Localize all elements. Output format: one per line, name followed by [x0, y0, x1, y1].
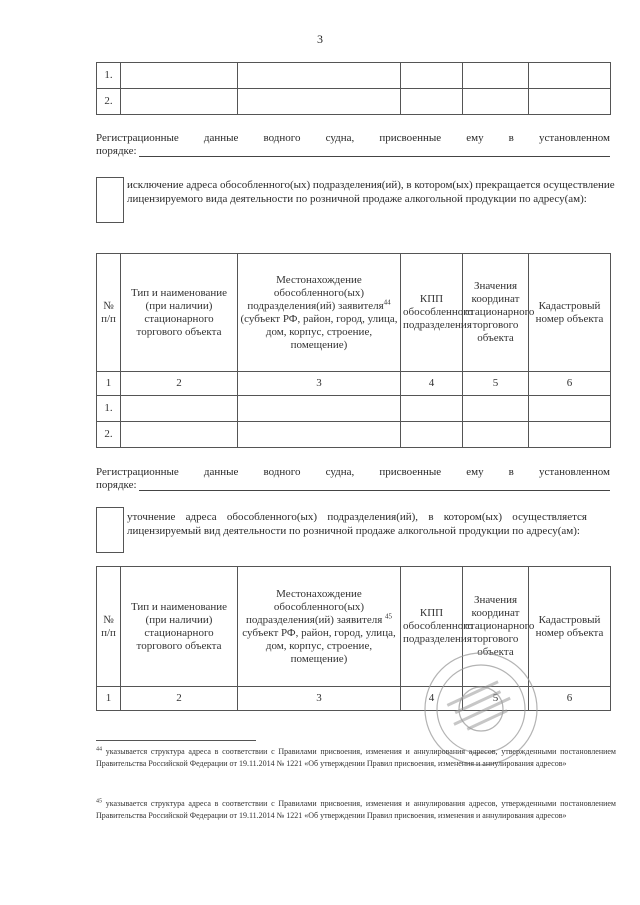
table-continuation: [96, 62, 611, 115]
header-coords: Значения координат стационарного торгового объекта: [463, 567, 529, 687]
table-row: [97, 422, 611, 448]
header-type: Тип и наименование (при наличии) стационарного торгового объекта: [121, 254, 238, 372]
clarification-text: уточнение адреса обособленного(ых) подразделения(ий), в котором(ых) осуществляется лицензируемый вид деятельности по розничной продаже алкогольной продукции по адресу(ам):: [127, 511, 587, 537]
row-number: 1.: [97, 63, 121, 89]
row-number: 2.: [97, 422, 121, 448]
registration-block-1: Регистрационные данные водного судна, присвоенные ему в установленном порядке:: [96, 132, 610, 157]
registration-block-2: Регистрационные данные водного судна, присвоенные ему в установленном порядке:: [96, 466, 610, 491]
header-type: Тип и наименование (при наличии) стационарного торгового объекта: [121, 567, 238, 687]
header-kpp: КПП обособленного подразделения: [401, 567, 463, 687]
header-coords: Значения координат стационарного торгового объекта: [463, 254, 529, 372]
footnote-44: $^{44}$ указывается структура адреса в соответствии с Правилами присвоения, изменения и аннулирования адресов, утвержденными постановлением Правительства Российской Федерации от 19.11.2014 № 1221 «Об утверждении Правил присвоения, изменения и аннулирования адресов»: [96, 746, 616, 768]
table-header-row: [97, 254, 611, 372]
header-cadastral: Кадастровый номер объекта: [529, 567, 611, 687]
exclusion-text: исключение адреса обособленного(ых) подразделения(ий), в котором(ых) прекращается осуществление лицензируемого вида деятельности по розничной продаже алкогольной продукции по адресу(ам):: [127, 179, 615, 205]
exclusion-checkbox[interactable]: [96, 177, 124, 223]
clarification-checkbox[interactable]: [96, 507, 124, 553]
table-exclusion: [96, 253, 611, 448]
footnote-45: $^{45}$ указывается структура адреса в соответствии с Правилами присвоения, изменения и аннулирования адресов, утвержденными постановлением Правительства Российской Федерации от 19.11.2014 № 1221 «Об утверждении Правил присвоения, изменения и аннулирования адресов»: [96, 798, 616, 820]
header-num: № п/п: [97, 567, 121, 687]
row-number: 2.: [97, 89, 121, 115]
header-location: Местонахождение обособленного(ых) подразделения(ий) заявителя $^{45}$ субъект РФ, район, город, улица, дом, корпус, строение, помещение): [238, 567, 401, 687]
registration-fill-line[interactable]: [139, 479, 610, 491]
header-num: № п/п: [97, 254, 121, 372]
table-index-row: 1 2 3 4 5 6: [97, 372, 611, 396]
table-row: [97, 63, 611, 89]
table-row: [97, 396, 611, 422]
page-number: 3: [317, 32, 323, 46]
header-cadastral: Кадастровый номер объекта: [529, 254, 611, 372]
table-row: [97, 89, 611, 115]
row-number: 1.: [97, 396, 121, 422]
header-location: Местонахождение обособленного(ых) подразделения(ий) заявителя$^{44}$ (субъект РФ, район, город, улица, дом, корпус, строение, помещение): [238, 254, 401, 372]
table-index-row: 1 2 3 4 5 6: [97, 687, 611, 711]
header-kpp: КПП обособленного подразделения: [401, 254, 463, 372]
footnote-divider: [96, 740, 256, 741]
registration-fill-line[interactable]: [139, 145, 610, 157]
